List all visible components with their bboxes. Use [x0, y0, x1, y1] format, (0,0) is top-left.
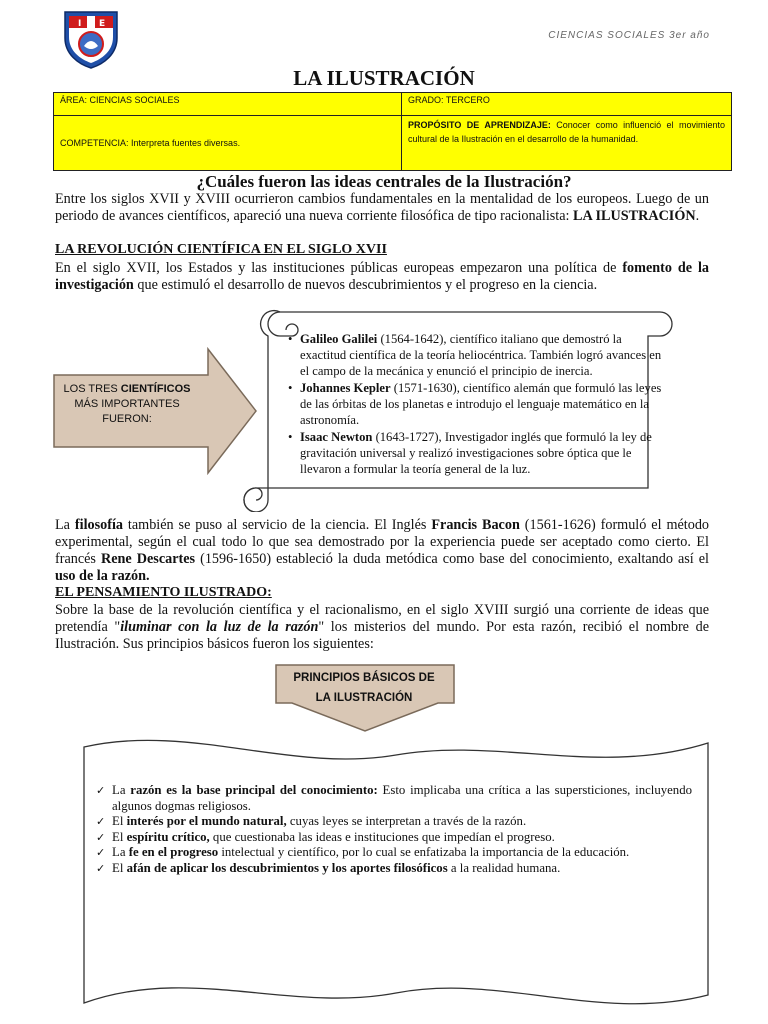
pensamiento-paragraph	[55, 602, 709, 653]
principle-item	[92, 861, 692, 877]
info-table	[53, 92, 732, 171]
scientists-list	[282, 331, 666, 478]
revolucion-text-end: que estimuló el desarrollo de nuevos descubrimientos y el progreso en la ciencia.	[133, 277, 598, 293]
scientist-item	[292, 429, 666, 477]
check-icon: ✓	[96, 861, 106, 875]
scientist-text: (1564-1642), científico italiano que demostró la exactitud científica de la teoría heliocéntrica. También logró avances en el campo de la mecánica y enunció el principio de inercia.	[300, 332, 662, 378]
principle-post: que cuestionaba las ideas e instituciones que impedían el progreso.	[209, 829, 555, 844]
area-cell: ÁREA: CIENCIAS SOCIALES	[54, 93, 402, 116]
scientist-item	[292, 380, 666, 428]
section-heading-revolucion: LA REVOLUCIÓN CIENTÍFICA EN EL SIGLO XVII	[55, 242, 387, 257]
scientist-text: (1643-1727), Investigador inglés que formuló la ley de gravitación universal y realizó investigaciones sobre óptica que le llevaron a formular la teoría general de la luz.	[300, 430, 652, 476]
phil-t3: (1561-1626) formuló el método experimental, según el cual todo lo que sea demostrado por la experiencia puede ser aceptado como cierto. El francés	[55, 517, 710, 567]
principle-pre: La	[112, 783, 131, 797]
principle-item	[92, 830, 692, 846]
philosophy-paragraph	[55, 517, 709, 585]
phil-b1: filosofía	[74, 517, 123, 533]
pens-t1: Sobre la base de la revolución científica y el racionalismo, en el siglo XVIII surgió una corriente de ideas que pretendía "	[55, 602, 709, 635]
principle-post: cuyas leyes se interpretan a través de la razón.	[286, 814, 527, 828]
phil-t4: (1596-1650) estableció la duda metódica como base del conocimiento, exaltando así el	[195, 551, 709, 567]
principle-post: intelectual y científico, por lo cual se enfatizaba la importancia de la educación.	[218, 845, 630, 859]
scientist-name: Johannes Kepler	[300, 381, 391, 395]
school-crest-icon	[60, 8, 122, 70]
grado-cell: GRADO: TERCERO	[402, 93, 732, 116]
phil-b4: uso de la razón.	[55, 568, 150, 584]
intro-end: .	[695, 208, 700, 224]
principle-bold: interés por el mundo natural,	[126, 814, 287, 828]
check-icon: ✓	[96, 784, 106, 797]
principle-pre: La	[112, 845, 129, 859]
crest-letter-e: E	[99, 19, 106, 29]
arrow-line2: MÁS IMPORTANTES	[74, 398, 180, 410]
principle-post: Esto implicaba una crítica a las supersticiones, incluyendo algunos dogmas religiosos.	[112, 783, 692, 813]
competencia-cell: COMPETENCIA: Interpreta fuentes diversas.	[54, 116, 402, 171]
section-heading-pensamiento: EL PENSAMIENTO ILUSTRADO:	[55, 585, 272, 600]
principle-bold: razón es la base principal del conocimiento:	[130, 783, 378, 797]
arrow-line3: FUERON:	[102, 413, 152, 425]
revolucion-bold: fomento de la investigación	[55, 260, 709, 293]
check-icon: ✓	[96, 830, 106, 844]
revolucion-text-start: En el siglo XVII, los Estados y las instituciones públicas europeas empezaron una política de	[55, 260, 623, 276]
principle-pre: El	[112, 860, 127, 875]
intro-text: Entre los siglos XVII y XVIII ocurrieron cambios fundamentales en la mentalidad de los europeos. Luego de un periodo de avances científicos, apareció una nueva corriente filosófica de tipo racionalista:	[55, 191, 709, 224]
principle-item	[92, 814, 692, 830]
principles-line1: PRINCIPIOS BÁSICOS DE	[293, 672, 435, 684]
intro-bold: LA ILUSTRACIÓN	[573, 208, 696, 224]
arrow-label	[58, 382, 196, 427]
principle-bold: afán de aplicar los descubrimientos y los aportes filosóficos	[126, 860, 448, 875]
proposito-label: PROPÓSITO DE APRENDIZAJE:	[408, 120, 551, 130]
revolucion-paragraph	[55, 260, 709, 294]
check-icon: ✓	[96, 846, 106, 859]
principle-item	[92, 845, 692, 861]
phil-b2: Francis Bacon	[431, 517, 520, 533]
check-icon: ✓	[96, 815, 106, 828]
proposito-text: Conocer como influenció el movimiento cultural de la Ilustración en el desarrollo de la humanidad.	[408, 120, 725, 144]
scientist-text: (1571-1630), científico alemán que formuló las leyes de las órbitas de los planetas e introdujo el lenguaje matemático en la astronomía.	[300, 381, 662, 427]
course-label: CIENCIAS SOCIALES 3er año	[548, 30, 710, 41]
crest-letter-i: I	[78, 19, 82, 29]
principle-post: a la realidad humana.	[447, 860, 561, 875]
pens-t2: " los misterios del mundo. Por esta razón, recibió el nombre de Ilustración. Sus principios básicos fueron los siguientes:	[55, 619, 709, 652]
principle-pre: El	[112, 829, 127, 844]
phil-t2: también se puso al servicio de la ciencia. El Inglés	[122, 517, 432, 533]
scientist-name: Galileo Galilei	[300, 332, 378, 346]
intro-paragraph	[55, 191, 709, 225]
principle-bold: espíritu crítico,	[126, 829, 210, 844]
scientist-item	[292, 331, 666, 379]
page-title: LA ILUSTRACIÓN	[293, 66, 475, 90]
principle-pre: El	[112, 814, 127, 828]
principles-box-label	[276, 668, 452, 708]
central-question: ¿Cuáles fueron las ideas centrales de la Ilustración?	[196, 172, 572, 191]
principles-list	[92, 783, 692, 876]
phil-t1: La	[55, 517, 75, 533]
phil-b3: Rene Descartes	[101, 551, 196, 567]
proposito-cell	[402, 116, 732, 171]
principle-item	[92, 783, 692, 814]
arrow-line1-b: CIENTÍFICOS	[120, 383, 191, 395]
arrow-line1-a: LOS TRES	[63, 383, 121, 395]
pens-bold-italic: iluminar con la luz de la razón	[120, 619, 319, 635]
principle-bold: fe en el progreso	[128, 845, 219, 859]
principles-line2: LA ILUSTRACIÓN	[315, 692, 413, 704]
scientist-name: Isaac Newton	[300, 430, 373, 444]
